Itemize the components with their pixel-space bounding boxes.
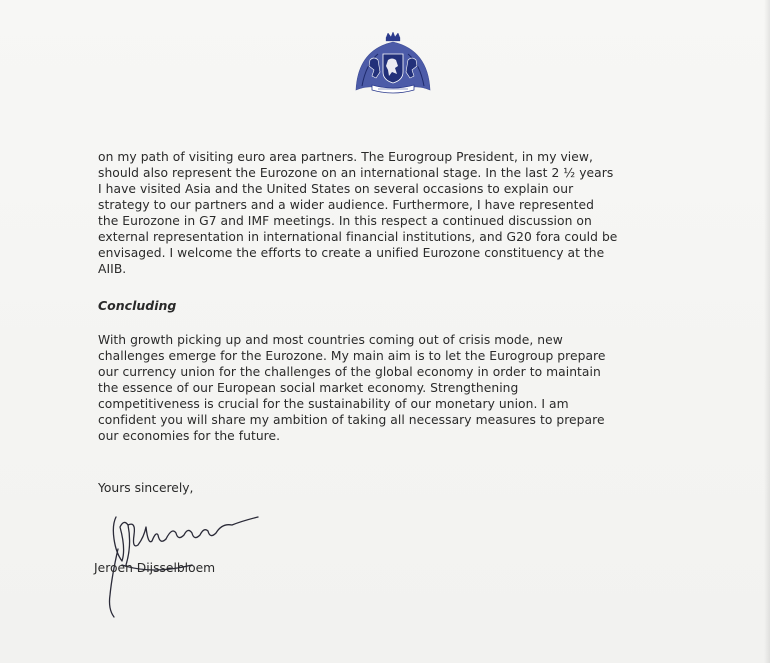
closing-salutation: Yours sincerely, xyxy=(98,481,194,495)
page-edge-shadow xyxy=(764,0,770,663)
body-paragraph-1: on my path of visiting euro area partners. The Eurogroup President, in my view, should also represent the Eurozone on an international stage. In the last 2 ½ years I have visited Asia and the United States on several occasions to explain our strategy to our partners and a wider audience. Furthermore, I have represented the Eurozone in G7 and IMF meetings. In this respect a continued discussion on external representation in international financial institutions, and G20 fora could be envisaged. I welcome the efforts to create a unified Eurozone constituency at the AIIB. xyxy=(98,150,618,276)
section-heading: Concluding xyxy=(98,298,177,313)
body-paragraph-2: With growth picking up and most countries coming out of crisis mode, new challenges emerge for the Eurozone. My main aim is to let the Eurogroup prepare our currency union for the challenges of the global economy in order to maintain the essence of our European social market economy. Strengthening competitiveness is crucial for the sustainability of our monetary union. I am confident you will share my ambition of taking all necessary measures to prepare our economies for the future. xyxy=(98,333,606,443)
signatory-name: Jeroen Dijsselbloem xyxy=(94,561,216,575)
coat-of-arms-icon xyxy=(348,30,438,98)
